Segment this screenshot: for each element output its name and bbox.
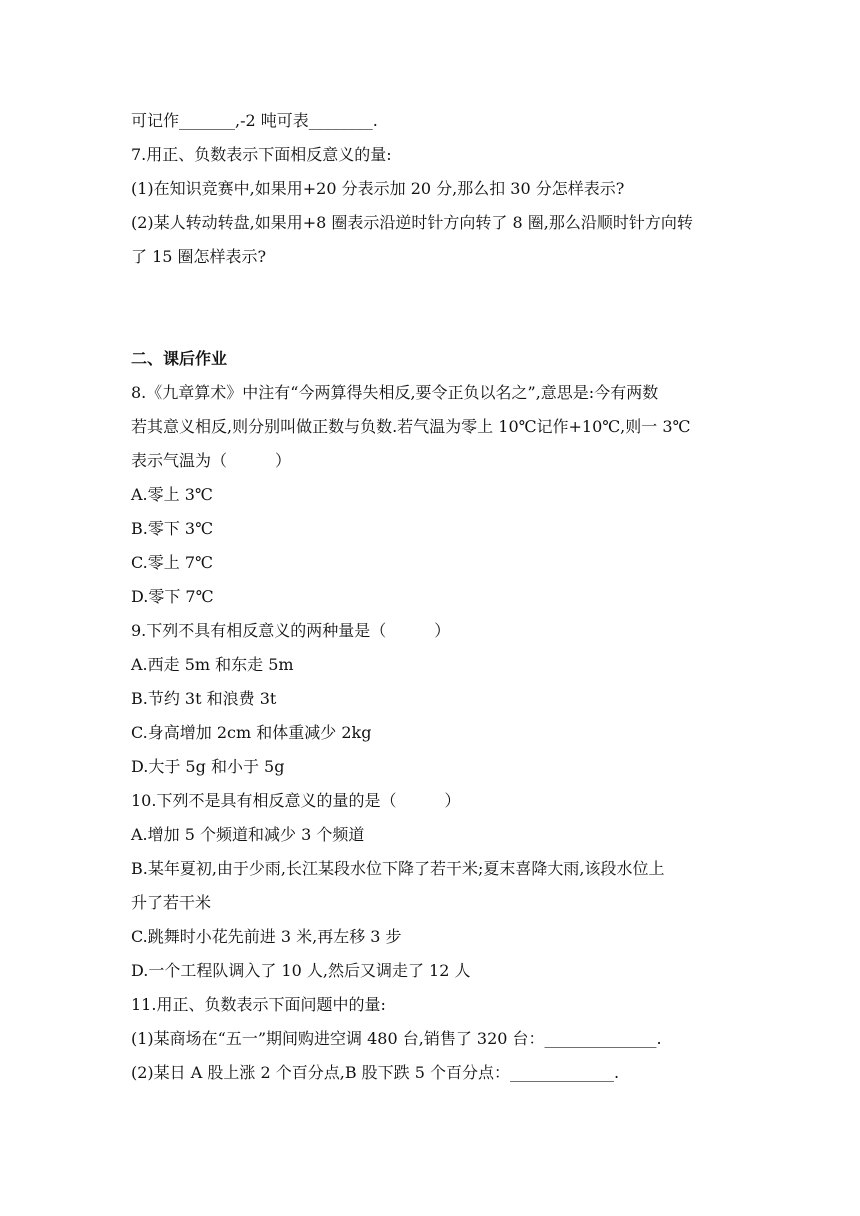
q9-option-d: D.大于 5g 和小于 5g <box>131 757 285 776</box>
q8-option-a: A.零上 3℃ <box>131 485 213 504</box>
q9-option-b: B.节约 3t 和浪费 3t <box>131 689 277 708</box>
q7-part1: (1)在知识竞赛中,如果用+20 分表示加 20 分,那么扣 30 分怎样表示? <box>131 179 625 198</box>
q7-stem: 7.用正、负数表示下面相反意义的量: <box>131 145 392 164</box>
q9-option-c: C.身高增加 2cm 和体重减少 2kg <box>131 723 372 742</box>
q10-stem: 10.下列不是具有相反意义的量的是（ ） <box>131 791 461 810</box>
q7-part2-line1: (2)某人转动转盘,如果用+8 圈表示沿逆时针方向转了 8 圈,那么沿顺时针方向转 <box>131 213 693 232</box>
q6-continuation: 可记作_______,-2 吨可表________. <box>131 111 378 130</box>
section-heading: 二、课后作业 <box>131 349 228 368</box>
q10-option-b-line2: 升了若干米 <box>131 893 212 912</box>
worksheet-page <box>131 104 751 1090</box>
q8-option-b: B.零下 3℃ <box>131 519 214 538</box>
q10-option-d: D.一个工程队调入了 10 人,然后又调走了 12 人 <box>131 961 471 980</box>
q8-stem-line1: 8.《九章算术》中注有“今两算得失相反,要令正负以名之”,意思是:今有两数 <box>131 383 659 402</box>
q10-option-b-line1: B.某年夏初,由于少雨,长江某段水位下降了若干米;夏末喜降大雨,该段水位上 <box>131 859 665 878</box>
answer-space <box>131 274 751 342</box>
q9-stem: 9.下列不具有相反意义的两种量是（ ） <box>131 621 451 640</box>
q10-option-a: A.增加 5 个频道和减少 3 个频道 <box>131 825 365 844</box>
q7-part2-line2: 了 15 圈怎样表示? <box>131 247 267 266</box>
q11-stem: 11.用正、负数表示下面问题中的量: <box>131 995 386 1014</box>
q11-part2: (2)某日 A 股上涨 2 个百分点,B 股下跌 5 个百分点：_____________. <box>131 1063 620 1082</box>
q11-part1: (1)某商场在“五一”期间购进空调 480 台,销售了 320 台：______________. <box>131 1029 662 1048</box>
q9-option-a: A.西走 5m 和东走 5m <box>131 655 294 674</box>
q8-stem-line3: 表示气温为（ ） <box>131 451 292 470</box>
q8-option-d: D.零下 7℃ <box>131 587 214 606</box>
q10-option-c: C.跳舞时小花先前进 3 米,再左移 3 步 <box>131 927 402 946</box>
q8-option-c: C.零上 7℃ <box>131 553 213 572</box>
q8-stem-line2: 若其意义相反,则分别叫做正数与负数.若气温为零上 10℃记作+10℃,则一 3℃ <box>131 417 691 436</box>
